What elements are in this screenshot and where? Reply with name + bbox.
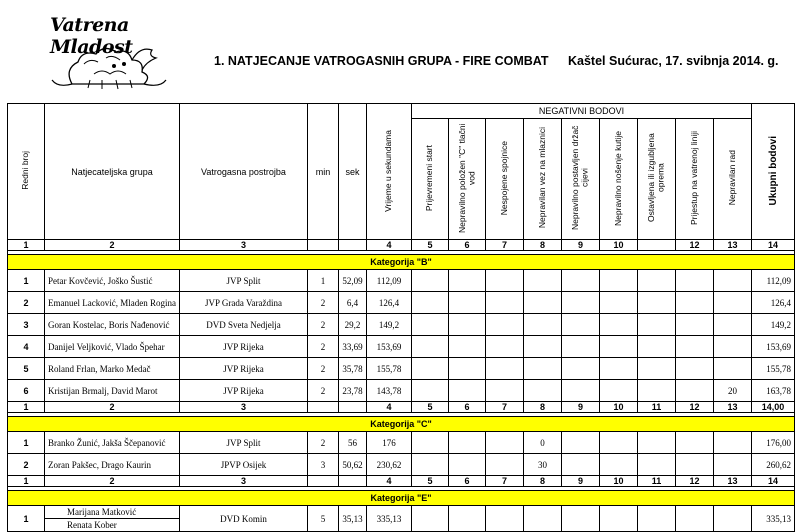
- negative-points: [714, 454, 752, 476]
- negative-points: [449, 358, 486, 380]
- negative-points: [638, 454, 676, 476]
- negative-points: [676, 292, 714, 314]
- negative-points: [449, 506, 486, 532]
- negative-points: [449, 380, 486, 402]
- header-neg-4: Nepravilan vez na mlaznici: [524, 119, 562, 240]
- column-number: 14: [752, 240, 795, 251]
- minutes: 2: [308, 432, 339, 454]
- negative-points: [449, 454, 486, 476]
- header-neg-1: Prijevremeni start: [412, 119, 449, 240]
- header-postrojba: Vatrogasna postrojba: [180, 104, 308, 240]
- negative-points: [638, 432, 676, 454]
- column-number: 10: [600, 402, 638, 413]
- minutes: 3: [308, 454, 339, 476]
- category-title: Kategorija "B": [8, 255, 795, 270]
- seconds: 23,78: [339, 380, 367, 402]
- column-number: 14,00: [752, 402, 795, 413]
- group-member: Marijana Matković: [45, 506, 179, 519]
- negative-points: [524, 314, 562, 336]
- negative-points: [412, 432, 449, 454]
- category-row: [8, 417, 795, 432]
- negative-points: [676, 314, 714, 336]
- negative-points: [600, 506, 638, 532]
- negative-points: [638, 270, 676, 292]
- negative-points: [676, 454, 714, 476]
- negative-points: [449, 314, 486, 336]
- column-number: 7: [486, 240, 524, 251]
- group-name: Kristijan Brmalj, David Marot: [45, 380, 180, 402]
- column-number: 1: [8, 240, 45, 251]
- negative-points: [412, 454, 449, 476]
- column-number: 7: [486, 402, 524, 413]
- header-grupa: Natjecateljska grupa: [45, 104, 180, 240]
- header-neg-6: Nepravilno nošenje kutije: [600, 119, 638, 240]
- column-number: 14: [752, 476, 795, 487]
- group-name: Zoran Pakšec, Drago Kaurin: [45, 454, 180, 476]
- event-location-date: Kaštel Sućurac, 17. svibnja 2014. g.: [568, 54, 779, 68]
- row-number: 5: [8, 358, 45, 380]
- column-number: 2: [45, 402, 180, 413]
- negative-points: [524, 292, 562, 314]
- negative-points: [524, 380, 562, 402]
- group-name: Emanuel Lacković, Mladen Rogina: [45, 292, 180, 314]
- column-number: 6: [449, 476, 486, 487]
- negative-points: [562, 292, 600, 314]
- total-points: 335,13: [752, 506, 795, 532]
- seconds: 35,78: [339, 358, 367, 380]
- column-number: 12: [676, 476, 714, 487]
- negative-points: [412, 314, 449, 336]
- results-body: [8, 240, 795, 532]
- negative-points: [412, 270, 449, 292]
- column-number: 10: [600, 476, 638, 487]
- seconds: 33,69: [339, 336, 367, 358]
- seconds: 29,2: [339, 314, 367, 336]
- page-title: 1. NATJECANJE VATROGASNIH GRUPA - FIRE COMBAT: [214, 54, 549, 68]
- seconds: 35,13: [339, 506, 367, 532]
- unit-name: DVD Komin: [180, 506, 308, 532]
- total-points: 155,78: [752, 358, 795, 380]
- total-points: 153,69: [752, 336, 795, 358]
- negative-points: [486, 506, 524, 532]
- row-number: 1: [8, 506, 45, 532]
- negative-points: [600, 454, 638, 476]
- header-neg-7: Ostavljena ili izgubljena oprema: [638, 119, 676, 240]
- negative-points: [486, 380, 524, 402]
- total-points: 149,2: [752, 314, 795, 336]
- header-min: min: [308, 104, 339, 240]
- negative-points: [638, 314, 676, 336]
- time-seconds: 176: [367, 432, 412, 454]
- negative-points: [562, 432, 600, 454]
- group-member: Renata Kober: [67, 520, 117, 530]
- logo-dragon-icon: [44, 14, 174, 94]
- negative-points: [486, 454, 524, 476]
- time-seconds: 149,2: [367, 314, 412, 336]
- total-points: 260,62: [752, 454, 795, 476]
- column-number: 11: [638, 402, 676, 413]
- header-negativni-bodovi: NEGATIVNI BODOVI: [412, 104, 752, 119]
- time-seconds: 335,13: [367, 506, 412, 532]
- negative-points: [714, 314, 752, 336]
- table-row: [8, 336, 795, 358]
- negative-points: [486, 270, 524, 292]
- row-number: 6: [8, 380, 45, 402]
- negative-points: [486, 432, 524, 454]
- column-number: 1: [8, 476, 45, 487]
- unit-name: JVP Split: [180, 432, 308, 454]
- seconds: 50,62: [339, 454, 367, 476]
- negative-points: [524, 358, 562, 380]
- minutes: 2: [308, 336, 339, 358]
- total-points: 112,09: [752, 270, 795, 292]
- negative-points: [714, 506, 752, 532]
- header-neg-5: Nepravilno postavljen držač cijevi: [562, 119, 600, 240]
- category-title: Kategorija "E": [8, 491, 795, 506]
- row-number: 2: [8, 292, 45, 314]
- column-number: 5: [412, 402, 449, 413]
- negative-points: [562, 358, 600, 380]
- negative-points: [449, 292, 486, 314]
- results-table: [7, 103, 795, 532]
- page-header: [214, 54, 779, 68]
- unit-name: JVP Rijeka: [180, 380, 308, 402]
- column-number: 3: [180, 402, 308, 413]
- column-number: 8: [524, 240, 562, 251]
- header-neg-3: Nespojene spojnice: [486, 119, 524, 240]
- column-number: 13: [714, 240, 752, 251]
- table-row: [8, 314, 795, 336]
- column-number: 3: [180, 240, 308, 251]
- column-number: 4: [367, 402, 412, 413]
- header-neg-9: Nepravilan rad: [714, 119, 752, 240]
- category-title: Kategorija "C": [8, 417, 795, 432]
- negative-points: 20: [714, 380, 752, 402]
- negative-points: [562, 380, 600, 402]
- column-number: 12: [676, 402, 714, 413]
- negative-points: [638, 380, 676, 402]
- minutes: 2: [308, 358, 339, 380]
- unit-name: JPVP Osijek: [180, 454, 308, 476]
- total-points: 163,78: [752, 380, 795, 402]
- group-name: Petar Kovčević, Joško Šustić: [45, 270, 180, 292]
- category-row: [8, 255, 795, 270]
- column-number-row: [8, 476, 795, 487]
- row-number: 1: [8, 270, 45, 292]
- column-number: 12: [676, 240, 714, 251]
- column-number: [308, 240, 339, 251]
- column-number: 8: [524, 476, 562, 487]
- negative-points: [638, 358, 676, 380]
- time-seconds: 155,78: [367, 358, 412, 380]
- negative-points: [524, 336, 562, 358]
- column-number: [339, 476, 367, 487]
- negative-points: [486, 358, 524, 380]
- column-number: [339, 402, 367, 413]
- negative-points: [524, 270, 562, 292]
- negative-points: [412, 336, 449, 358]
- negative-points: [412, 358, 449, 380]
- negative-points: [714, 270, 752, 292]
- column-number: 11: [638, 476, 676, 487]
- table-row: [8, 432, 795, 454]
- unit-name: JVP Split: [180, 270, 308, 292]
- row-number: 4: [8, 336, 45, 358]
- column-number: 9: [562, 476, 600, 487]
- column-number: 6: [449, 240, 486, 251]
- column-number: 10: [600, 240, 638, 251]
- column-number: 8: [524, 402, 562, 413]
- total-points: 126,4: [752, 292, 795, 314]
- negative-points: [412, 292, 449, 314]
- negative-points: [600, 432, 638, 454]
- group-name: Branko Žunić, Jakša Ščepanović: [45, 432, 180, 454]
- negative-points: [449, 432, 486, 454]
- table-row: [8, 358, 795, 380]
- negative-points: [562, 270, 600, 292]
- group-name: Roland Frlan, Marko Medač: [45, 358, 180, 380]
- group-name: [45, 506, 180, 532]
- column-number: 13: [714, 402, 752, 413]
- minutes: 2: [308, 380, 339, 402]
- table-row: [8, 506, 795, 532]
- negative-points: [714, 432, 752, 454]
- negative-points: [638, 292, 676, 314]
- negative-points: [676, 336, 714, 358]
- column-number: 6: [449, 402, 486, 413]
- group-name: Danijel Veljković, Vlado Špehar: [45, 336, 180, 358]
- negative-points: [562, 336, 600, 358]
- time-seconds: 126,4: [367, 292, 412, 314]
- table-row: [8, 270, 795, 292]
- column-number: 13: [714, 476, 752, 487]
- negative-points: [714, 336, 752, 358]
- negative-points: [676, 506, 714, 532]
- column-number: 9: [562, 240, 600, 251]
- time-seconds: 153,69: [367, 336, 412, 358]
- negative-points: [676, 380, 714, 402]
- header-vrijeme: Vrijeme u sekundama: [367, 104, 412, 240]
- negative-points: [600, 292, 638, 314]
- minutes: 2: [308, 314, 339, 336]
- negative-points: [600, 314, 638, 336]
- header-neg-8: Prijestup na vatrenoj liniji: [676, 119, 714, 240]
- negative-points: [486, 292, 524, 314]
- negative-points: [412, 380, 449, 402]
- negative-points: 30: [524, 454, 562, 476]
- negative-points: [600, 270, 638, 292]
- header-neg-2: Nepravilno položen "C" tlačni vod: [449, 119, 486, 240]
- total-points: 176,00: [752, 432, 795, 454]
- negative-points: [449, 270, 486, 292]
- table-row: [8, 380, 795, 402]
- unit-name: JVP Rijeka: [180, 358, 308, 380]
- negative-points: [638, 506, 676, 532]
- column-number: 3: [180, 476, 308, 487]
- unit-name: DVD Sveta Nedjelja: [180, 314, 308, 336]
- negative-points: [562, 506, 600, 532]
- seconds: 56: [339, 432, 367, 454]
- row-number: 1: [8, 432, 45, 454]
- negative-points: [714, 292, 752, 314]
- unit-name: JVP Rijeka: [180, 336, 308, 358]
- category-row: [8, 491, 795, 506]
- negative-points: [600, 358, 638, 380]
- negative-points: [600, 336, 638, 358]
- column-number: 9: [562, 402, 600, 413]
- negative-points: [676, 432, 714, 454]
- time-seconds: 112,09: [367, 270, 412, 292]
- row-number: 3: [8, 314, 45, 336]
- unit-name: JVP Grada Varaždina: [180, 292, 308, 314]
- seconds: 6,4: [339, 292, 367, 314]
- column-number-row: [8, 240, 795, 251]
- header-ukupni: Ukupni bodovi: [752, 104, 795, 240]
- logo-text: Vatrena Mladost: [50, 14, 133, 58]
- column-number: 2: [45, 476, 180, 487]
- column-number: 4: [367, 476, 412, 487]
- seconds: 52,09: [339, 270, 367, 292]
- row-number: 2: [8, 454, 45, 476]
- negative-points: [562, 314, 600, 336]
- column-number: 4: [367, 240, 412, 251]
- column-number: 1: [8, 402, 45, 413]
- minutes: 5: [308, 506, 339, 532]
- column-number: [308, 476, 339, 487]
- negative-points: [676, 270, 714, 292]
- negative-points: [638, 336, 676, 358]
- negative-points: [449, 336, 486, 358]
- group-name: Goran Kostelac, Boris Nađenović: [45, 314, 180, 336]
- negative-points: [524, 506, 562, 532]
- negative-points: [562, 454, 600, 476]
- logo: [44, 14, 174, 94]
- header-row: [8, 104, 795, 119]
- column-number: 2: [45, 240, 180, 251]
- negative-points: [714, 358, 752, 380]
- table-row: [8, 292, 795, 314]
- column-number: [638, 240, 676, 251]
- time-seconds: 230,62: [367, 454, 412, 476]
- minutes: 2: [308, 292, 339, 314]
- minutes: 1: [308, 270, 339, 292]
- table-row: [8, 454, 795, 476]
- negative-points: [486, 314, 524, 336]
- negative-points: [412, 506, 449, 532]
- negative-points: [676, 358, 714, 380]
- column-number: 5: [412, 476, 449, 487]
- column-number: 5: [412, 240, 449, 251]
- column-number-row: [8, 402, 795, 413]
- negative-points: 0: [524, 432, 562, 454]
- negative-points: [600, 380, 638, 402]
- negative-points: [486, 336, 524, 358]
- column-number: [308, 402, 339, 413]
- time-seconds: 143,78: [367, 380, 412, 402]
- column-number: [339, 240, 367, 251]
- header-sek: sek: [339, 104, 367, 240]
- column-number: 7: [486, 476, 524, 487]
- header-redni-broj: Redni broj: [8, 104, 45, 240]
